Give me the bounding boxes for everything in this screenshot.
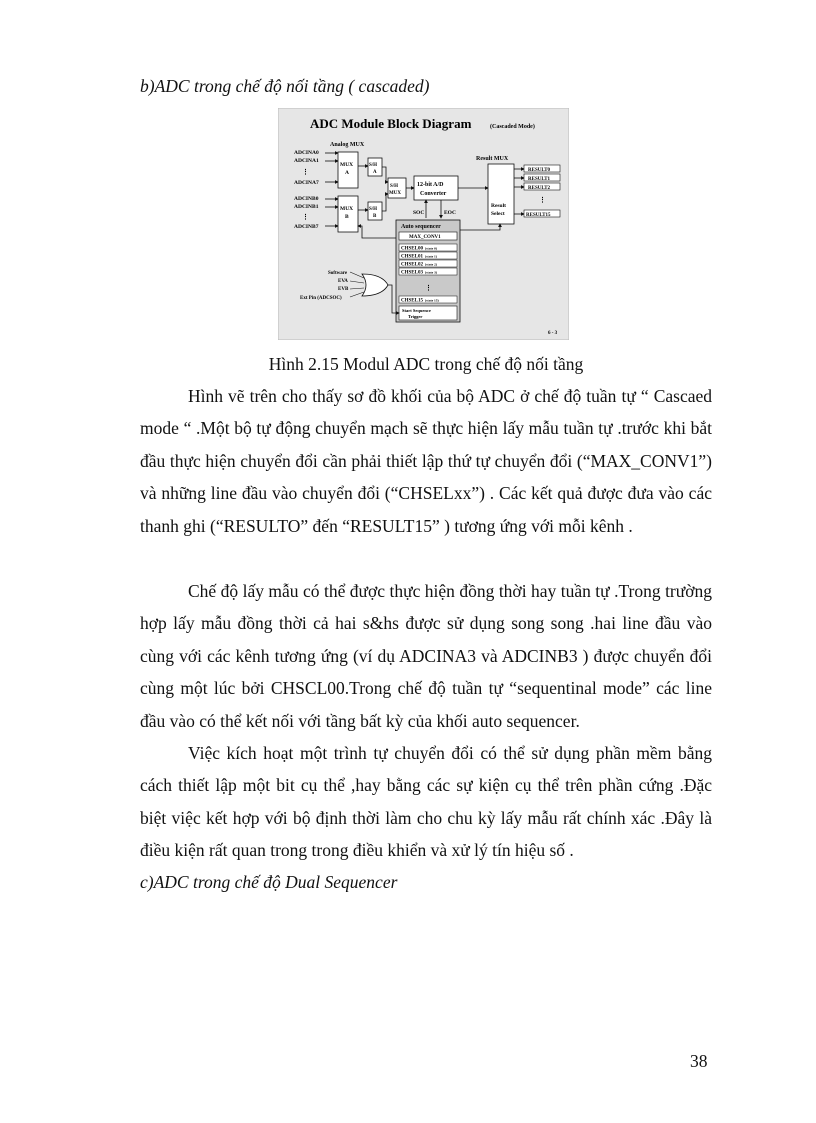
sh-mux-label: S/H [390, 184, 399, 189]
adc-block-diagram [278, 108, 569, 340]
trigger-eva: EVA [338, 279, 348, 284]
chsel-name: CHSEL03 [401, 270, 423, 276]
max-conv-label: MAX_CONV1 [409, 235, 441, 240]
diagram-title-note: (Cascaded Mode) [490, 124, 535, 130]
result15-label: RESULT15 [526, 213, 551, 218]
page-number: 38 [690, 1051, 708, 1071]
auto-sequencer-label: Auto sequencer [401, 224, 441, 230]
section-heading-b: b)ADC trong chế độ nối tầng ( cascaded) [140, 76, 430, 96]
result0-label: RESULT0 [528, 168, 551, 173]
paragraph-1: Hình vẽ trên cho thấy sơ đồ khối của bộ ADC ở chế độ tuần tự “ Cascaed mode “ .Một bộ tự động chuyển mạch sẽ thực hiện lấy mẫu tuần tự .trước khi bắt đầu thực hiện chuyển đổi cần phải thiết lập thứ tự chuyển đổi (“MAX_CONV1”) và những line đầu vào chuyển đổi (“CHSELxx”) . Các kết quả được đưa vào các thanh ghi (“RESULTO” đến “RESULT15” ) tương ứng với mỗi kênh . [140, 386, 712, 536]
chsel-state: (state 15) [425, 298, 439, 303]
result-select-sub: Select [491, 211, 505, 217]
result-mux-label: Result MUX [476, 156, 509, 162]
input-label-b1: ADCINB1 [294, 204, 319, 210]
trigger-ext-pin: Ext Pin (ADCSOC) [300, 296, 342, 301]
sh-b-letter: B [373, 214, 377, 219]
eoc-label: EOC [444, 210, 456, 216]
paragraph-3: Việc kích hoạt một trình tự chuyển đổi có thể sử dụng phần mềm bằng cách thiết lập một bit cụ thể ,hay bằng các sự kiện cụ thể trên phần cứng .Đặc biệt việc kết hợp với bộ định thời làm cho chu kỳ lấy mẫu rất chính xác .Đây là điều kiện rất quan trong trong điều khiển và xử lý tín hiệu số . [140, 743, 712, 861]
figure-page-ref: 6 - 3 [548, 331, 558, 336]
soc-label: SOC [413, 210, 425, 216]
chsel-ellipsis: ⋮ [425, 284, 432, 292]
mux-a-letter: A [345, 170, 349, 176]
trigger-evb: EVB [338, 287, 349, 292]
analog-mux-label: Analog MUX [330, 142, 365, 148]
result2-label: RESULT2 [528, 186, 551, 191]
chsel-state: (state 2) [425, 262, 437, 267]
chsel-state: (state 1) [425, 254, 437, 259]
result1-label: RESULT1 [528, 177, 551, 182]
adc-block-diagram-figure [278, 108, 569, 340]
ellipsis-b: ⋮ [302, 213, 309, 221]
mux-b-label: MUX [340, 206, 354, 212]
input-label-a1: ADCINA1 [294, 158, 319, 164]
converter-label: 12-bit A/D [417, 182, 444, 188]
sh-a-label: S/H [369, 163, 378, 168]
ellipsis-a: ⋮ [302, 168, 309, 176]
input-label-a7: ADCINA7 [294, 180, 319, 186]
sh-b-label: S/H [369, 207, 378, 212]
chsel-state: (state 3) [425, 270, 437, 275]
start-sequence-label: Start Sequence [402, 308, 431, 313]
chsel-state: (state 0) [425, 246, 437, 251]
section-heading-c: c)ADC trong chế độ Dual Sequencer [140, 872, 398, 892]
diagram-title: ADC Module Block Diagram [310, 116, 472, 131]
chsel-name: CHSEL15 [401, 298, 423, 304]
figure-caption: Hình 2.15 Modul ADC trong chế độ nối tầng [268, 354, 584, 374]
trigger-software: Software [328, 271, 348, 276]
start-sequence-sub: Trigger [408, 314, 423, 319]
result-ellipsis: ⋮ [539, 196, 546, 204]
sh-mux-sub: MUX [389, 191, 401, 196]
mux-a-label: MUX [340, 162, 354, 168]
paragraph-2: Chế độ lấy mẫu có thể được thực hiện đồng thời hay tuần tự .Trong trường hợp lấy mẫu đồng thời cả hai s&hs được sử dụng song song .hai line đầu vào cùng với các kênh tương ứng (ví dụ ADCINA3 và ADCINB3 ) được chuyển đổi cùng một lúc bởi CHSCL00.Trong chế độ tuần tự “sequentinal mode” các line đầu vào có thể kết nối với tầng bất kỳ của khối auto sequencer. [140, 581, 712, 731]
input-label-a0: ADCINA0 [294, 150, 319, 156]
chsel-name: CHSEL02 [401, 262, 423, 268]
sh-a-letter: A [373, 170, 377, 175]
chsel-name: CHSEL01 [401, 254, 423, 260]
chsel-name: CHSEL00 [401, 246, 423, 252]
input-label-b0: ADCINB0 [294, 196, 319, 202]
converter-sub: Converter [420, 191, 447, 197]
result-select-label: Result [491, 203, 506, 209]
input-label-b7: ADCINB7 [294, 224, 319, 230]
mux-b-letter: B [345, 214, 349, 220]
